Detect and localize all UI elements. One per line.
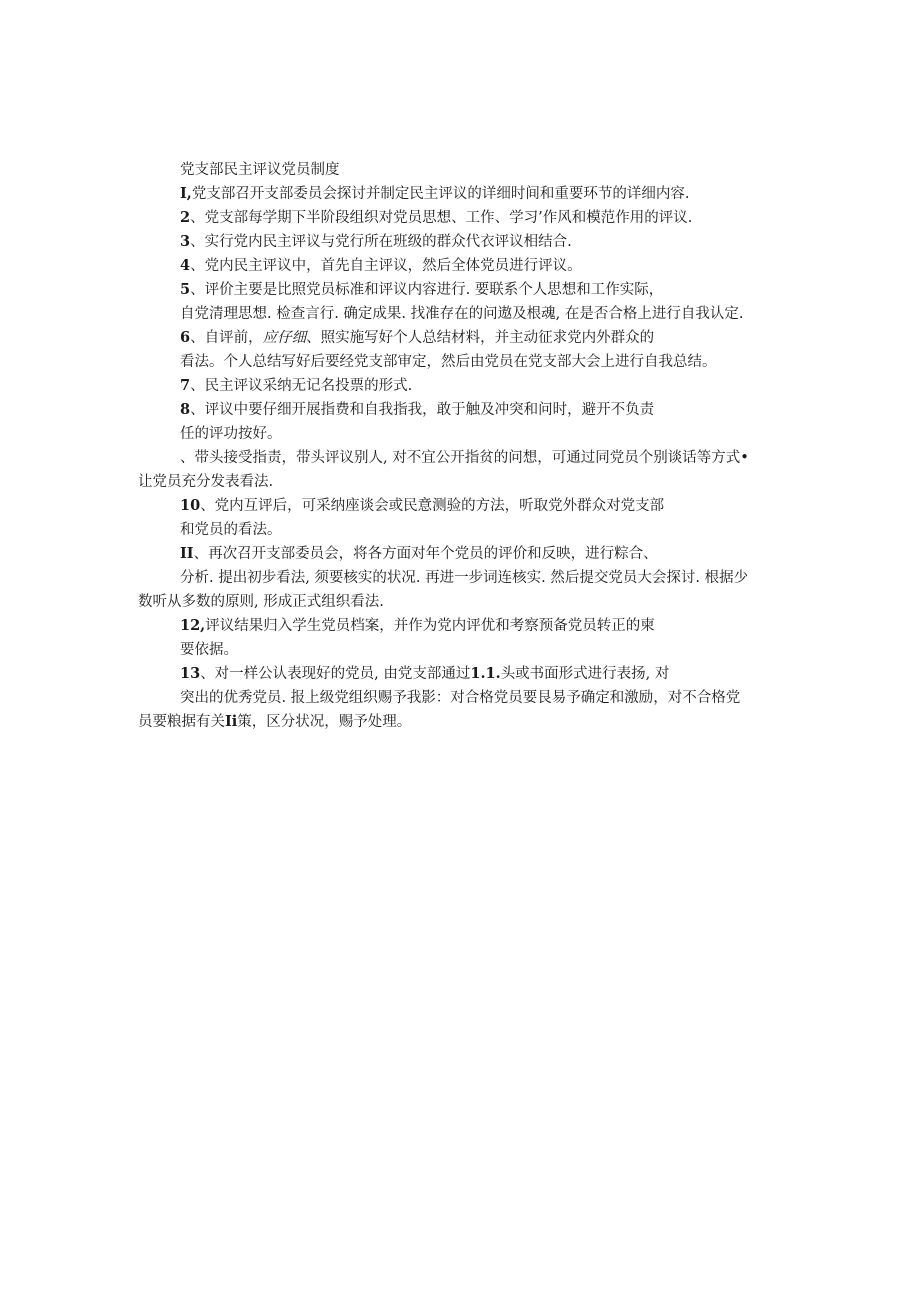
item-continuation: 突出的优秀党员. 报上级党组织赐予我影：对合格党员要艮易予确定和激励，对不合格党 (180, 690, 741, 706)
item-text-bold: 1.1. (470, 665, 501, 682)
item-text: 、再次召开支部委员会，将各方面对年个党员的评价和反映，进行粽合、 (193, 546, 658, 562)
item-number: 4 (180, 257, 191, 274)
item-number: 13 (180, 665, 201, 682)
item-continuation: 任的评功按好。 (180, 426, 282, 442)
item-number: 3 (180, 233, 191, 250)
item-text: 、党内互评后，可采纳座谈会或民意测验的方法，听取党外群众对党支部 (200, 498, 665, 514)
item-text: 、评价主要是比照党员标准和评议内容进行. 要联系个人思想和工作实际， (190, 282, 664, 298)
item-text: 、评议中要仔细开展指费和自我指我，敢于触及冲突和问时，避开不负责 (190, 402, 655, 418)
item-text: 、自评前， (190, 330, 263, 346)
item-text: 党支部召开支部委员会探讨并制定民主评议的详细时间和重要环节的详细内容. (191, 186, 690, 202)
item-continuation: 分析. 提出初步看法, 须要核实的状况. 再进一步词连核实. 然后提交党员大会探讨. 根据少 (180, 570, 749, 586)
list-item (180, 616, 655, 636)
item-number: 10 (180, 497, 201, 514)
list-item (180, 664, 669, 684)
list-item (180, 232, 572, 252)
list-item (180, 376, 412, 396)
list-item (180, 280, 663, 300)
list-item (180, 256, 582, 276)
item-text: 、党内民主评议中，首先自主评议，然后全体党员进行评议。 (190, 258, 582, 274)
item-continuation: 看法。个人总结写好后要经党支部审定，然后由党员在党支部大会上进行自我总结。 (180, 354, 717, 370)
item-continuation: 让党员充分发表看法. (138, 474, 274, 490)
item-text: 策，区分状况，赐予处理。 (237, 714, 412, 730)
item-continuation: 要依据。 (180, 642, 238, 658)
item-text: 评议结果归入学生党员档案，并作为党内评优和考察预备党员转正的柬 (205, 618, 655, 634)
list-item (180, 448, 749, 468)
list-item (180, 208, 692, 228)
item-text: 员要粮据有关 (138, 714, 225, 730)
item-number: 5 (180, 281, 191, 298)
item-number: 8 (180, 401, 191, 418)
list-item (180, 400, 654, 420)
document-title: 党支部民主评议党员制度 (180, 162, 340, 178)
item-text: 、民主评议采纳无记名投票的形式. (190, 378, 413, 394)
item-text-italic: 应仔细 (262, 330, 307, 346)
list-item (180, 544, 658, 564)
item-text: 、照实施写好个人总结材料，并主动征求党内外群众的 (306, 330, 655, 346)
item-continuation: 数听从多数的原则, 形成正式组织看法. (138, 594, 384, 610)
item-continuation: 自党清理思想. 检查言行. 确定成果. 找准存在的问遨及根魂, 在是否合格上进行自我认定. (180, 306, 744, 322)
list-item (180, 328, 654, 348)
item-number: 2 (180, 209, 191, 226)
item-number: 12, (180, 617, 206, 634)
item-continuation (138, 712, 411, 732)
item-text: 、对一样公认表现好的党员, 由党支部通过 (200, 666, 471, 682)
item-text: 、带头接受指责，带头评议别人, 对不宜公开指贫的问想，可通过同党员个别谈话等方式• (180, 450, 749, 466)
list-item (180, 184, 689, 204)
item-number: II (180, 545, 194, 562)
item-number: I, (180, 185, 192, 202)
item-text: 头或书面形式进行表扬, 对 (500, 666, 670, 682)
list-item (180, 496, 664, 516)
item-number: 6 (180, 329, 191, 346)
item-text: 、党支部每学期下半阶段组织对党员思想、工作、学习’作风和模范作用的评议. (190, 210, 693, 226)
item-text: 、实行党内民主评议与党行所在班级的群众代衣评议相结合. (190, 234, 572, 250)
item-continuation: 和党员的看法。 (180, 522, 282, 538)
item-number: 7 (180, 377, 191, 394)
item-text-bold: Ii (225, 713, 238, 730)
